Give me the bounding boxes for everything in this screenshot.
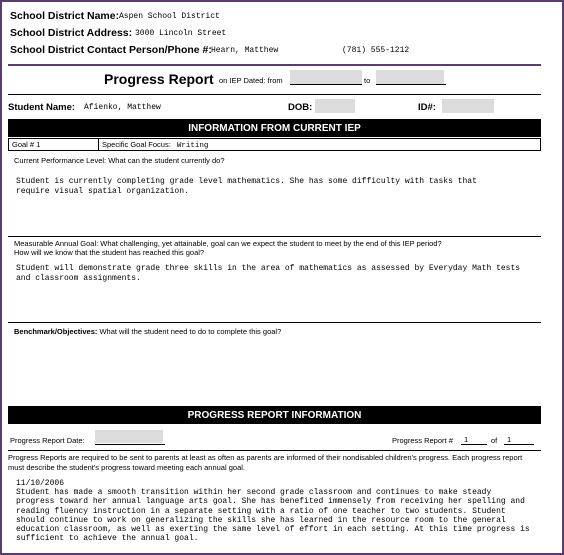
progress-date-divider	[8, 450, 541, 451]
district-contact-label: School District Contact Person/Phone #:	[10, 44, 212, 56]
goal-focus-label: Specific Goal Focus:	[102, 140, 171, 149]
progress-number-label: Progress Report #	[392, 436, 453, 445]
benchmark-line	[14, 327, 281, 336]
progress-number-line	[461, 444, 487, 445]
benchmark-question: What will the student need to do to complete this goal?	[99, 327, 282, 336]
district-name-value: Aspen School District	[119, 12, 220, 21]
progress-of-label: of	[491, 436, 498, 445]
district-phone-value: (781) 555-1212	[342, 46, 410, 55]
iep-from-date-redacted	[290, 70, 362, 84]
progress-note: Progress Reports are required to be sent to parents at least as often as parents are informed of their nondisabled children's progress. Each progress report must describe the student's progress toward meeting each annual goal.	[8, 453, 523, 472]
iep-section-header: INFORMATION FROM CURRENT IEP	[8, 119, 541, 137]
goal-focus-value: Writing	[176, 142, 209, 150]
title-divider	[8, 94, 541, 95]
district-contact-value: Hearn, Matthew	[211, 46, 279, 55]
student-name-value: Afienko, Matthew	[84, 103, 161, 112]
district-address-label: School District Address:	[10, 27, 133, 39]
progress-date-line	[95, 444, 165, 445]
iep-to-date-line	[376, 84, 446, 85]
annual-goal-question-1: Measurable Annual Goal: What challenging, yet attainable, goal can we expect the student to meet by the end of this IEP period?	[14, 239, 442, 248]
id-redacted	[442, 99, 494, 113]
progress-entry-date: 11/10/2006	[16, 479, 65, 488]
performance-text: Student is currently completing grade level mathematics. She has some difficulty with tasks that require visual spatial organization.	[16, 177, 477, 196]
id-label: ID#:	[418, 102, 436, 113]
district-address-value: 3000 Lincoln Street	[135, 29, 227, 38]
progress-number-value: 1	[464, 435, 469, 444]
dob-redacted	[315, 99, 355, 113]
progress-total-line	[504, 444, 534, 445]
iep-to-date-redacted	[376, 70, 444, 84]
benchmark-label: Benchmark/Objectives:	[14, 327, 98, 336]
progress-report-form	[2, 2, 562, 553]
progress-date-label: Progress Report Date:	[10, 436, 85, 445]
progress-total-value: 1	[507, 435, 512, 444]
goal-focus-cell	[99, 139, 540, 150]
goal-row	[8, 138, 541, 151]
report-title: Progress Report	[104, 71, 214, 87]
progress-section-header: PROGRESS REPORT INFORMATION	[8, 406, 541, 424]
header-divider	[8, 64, 541, 66]
student-name-label: Student Name:	[8, 102, 76, 113]
iep-from-date-line	[290, 84, 362, 85]
performance-question: Current Performance Level: What can the student currently do?	[14, 156, 225, 165]
district-name-label: School District Name:	[10, 10, 120, 22]
goal-number: Goal # 1	[9, 139, 99, 150]
performance-divider	[8, 236, 541, 237]
iep-dated-label: on IEP Dated: from	[219, 76, 283, 85]
annual-goal-text: Student will demonstrate grade three skills in the area of mathematics as assessed by Everyday Math tests and classroom assignments.	[16, 264, 521, 283]
dob-label: DOB:	[288, 102, 313, 113]
progress-date-redacted	[95, 430, 163, 443]
progress-entry-text: Student has made a smooth transition within her second grade classroom and continues to make steady progress toward her annual language arts goal. She has benefited immensely from receiving her spelling and reading fluency instruction in a separate setting with a ratio of one teacher to two students. Student should continue to work on generalizing the skills she has learned in the resource room to the general education classroom, as well as exerting the same level of effort in each setting. At this time progress is sufficient to achieve the annual goal.	[16, 488, 530, 544]
iep-to-label: to	[364, 76, 371, 85]
annual-goal-divider	[8, 322, 541, 323]
annual-goal-question-2: How will we know that the student has reached this goal?	[14, 248, 205, 257]
